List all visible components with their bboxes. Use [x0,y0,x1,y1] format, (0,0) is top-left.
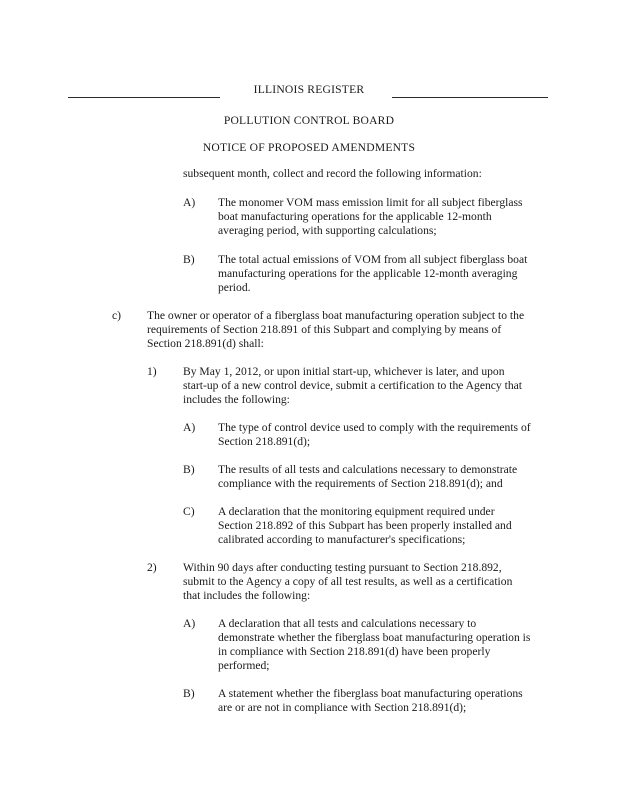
paragraph-line: in compliance with Section 218.891(d) have been properly [218,645,491,658]
paragraph-line: The type of control device used to comply with the requirements of [218,421,531,434]
paragraph-line: calibrated according to manufacturer's specifications; [218,533,466,546]
paragraph-line: Section 218.891(d) shall: [147,337,264,350]
header-rule-right [392,97,548,98]
paragraph-line: manufacturing operations for the applicable 12-month averaging [218,267,518,280]
paragraph-line: The results of all tests and calculations necessary to demonstrate [218,463,518,476]
paragraph-line: averaging period, with supporting calculations; [218,224,437,237]
paragraph-line: performed; [218,659,270,672]
item-label: B) [183,463,195,476]
item-label: B) [183,253,195,266]
paragraph-line: compliance with the requirements of Section 218.891(d); and [218,477,503,490]
header-rule-left [68,97,220,98]
item-label: C) [183,505,195,518]
paragraph-line: start-up of a new control device, submit a certification to the Agency that [183,379,523,392]
paragraph-line: By May 1, 2012, or upon initial start-up, whichever is later, and upon [183,365,505,378]
paragraph-line: submit to the Agency a copy of all test results, as well as a certification [183,575,513,588]
paragraph-line: are or are not in compliance with Section 218.891(d); [218,701,467,714]
paragraph-line: period. [218,281,251,294]
intro-line: subsequent month, collect and record the following information: [183,167,482,180]
paragraph-line: Within 90 days after conducting testing pursuant to Section 218.892, [183,561,502,574]
paragraph-line: boat manufacturing operations for the applicable 12-month [218,210,492,223]
item-label: B) [183,687,195,700]
paragraph-line: Section 218.892 of this Subpart has been properly installed and [218,519,512,532]
paragraph-line: The monomer VOM mass emission limit for all subject fiberglass [218,196,523,209]
item-label: 2) [147,561,157,574]
paragraph-line: requirements of Section 218.891 of this Subpart and complying by means of [147,323,502,336]
register-title: ILLINOIS REGISTER [253,83,365,96]
paragraph-line: demonstrate whether the fiberglass boat manufacturing operation is [218,631,531,644]
paragraph-line: A declaration that the monitoring equipment required under [218,505,495,518]
paragraph-line: The total actual emissions of VOM from all subject fiberglass boat [218,253,528,266]
paragraph-line: Section 218.891(d); [218,435,311,448]
paragraph-line: The owner or operator of a fiberglass boat manufacturing operation subject to the [147,309,525,322]
item-label: 1) [147,365,157,378]
paragraph-line: includes the following: [183,393,290,406]
board-title: POLLUTION CONTROL BOARD [223,114,395,127]
item-label: A) [183,196,196,209]
notice-title: NOTICE OF PROPOSED AMENDMENTS [202,141,416,154]
paragraph-line: that includes the following: [183,589,311,602]
item-label: A) [183,421,196,434]
item-label: A) [183,617,196,630]
paragraph-line: A statement whether the fiberglass boat manufacturing operations [218,687,523,700]
paragraph-line: A declaration that all tests and calculations necessary to [218,617,477,630]
item-label: c) [112,309,122,322]
